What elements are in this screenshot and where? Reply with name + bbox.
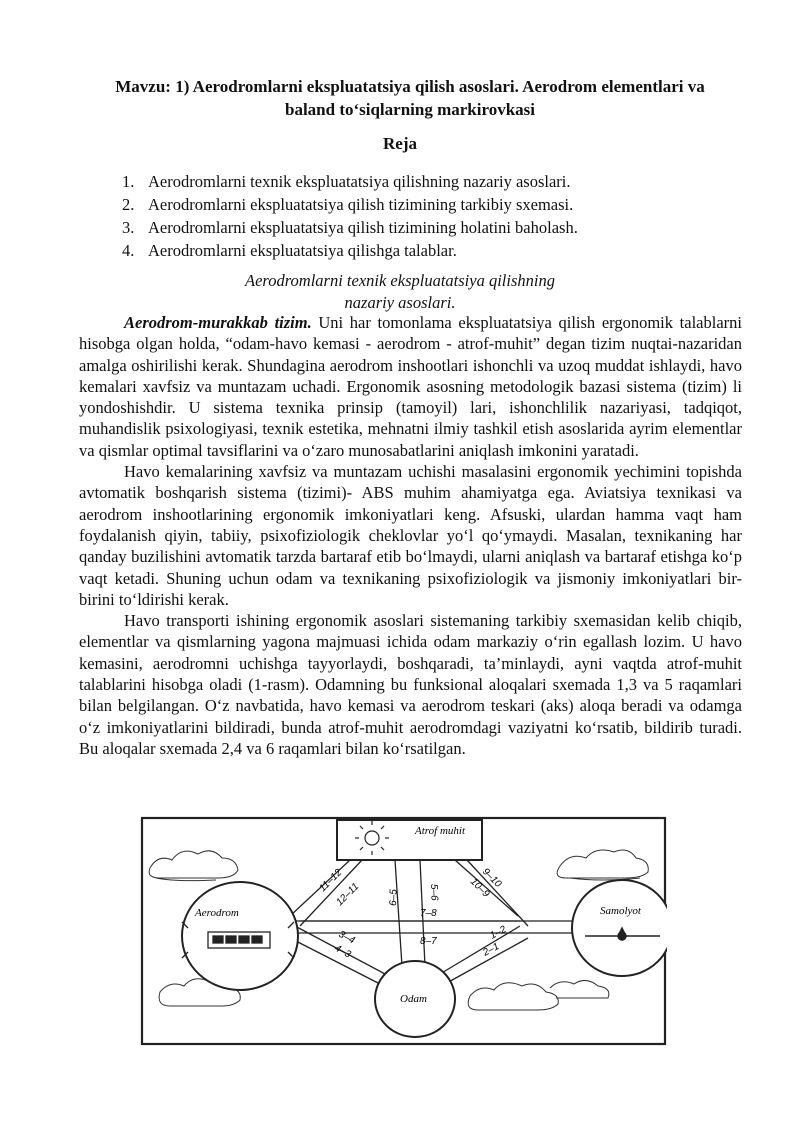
paragraph-2: Havo kemalarining xavfsiz va muntazam uchishi masalasini ergonomik yechimini topishda avtomatik boshqarish sistema (tizimi)- ABS muhim ahamiyatga ega. Aviatsiya texnikasi va aerodrom inshootlarining ergonomik imkoniyatlari keng. Afsuski, ulardan hamma vaqt ham foydalanish qiyin, tabiiy, psixofiziologik cheklovlar yo‘l qo‘ymaydi. Masalan, texnikaning har qanday buzilishini avtomatik tarzda bartaraf etib bo‘lmaydi, ularni aniqlash va bartaraf etishga ko‘p vaqt ketadi. Shuning uchun odam va texnikaning psixofiziologik va jismoniy imkoniyatlari bir-birini to‘ldirishi kerak. [79, 462, 742, 609]
plan-item [122, 193, 578, 216]
cloud-icon [468, 980, 609, 1010]
link-label: 2–1 [481, 941, 502, 959]
section-heading [0, 270, 800, 314]
link-label: 5–6 [428, 883, 440, 901]
environment-label: Atrof muhit [415, 825, 466, 837]
link-label: 6–5 [388, 889, 400, 907]
plan-heading: Reja [383, 134, 417, 153]
plan-item-number: 1. [122, 172, 135, 191]
link-label: 3–4 [336, 928, 357, 947]
plan-item [122, 216, 578, 239]
title-line-1: Mavzu: 1) Aerodromlarni ekspluatatsiya qilish asoslari. Aerodrom elementlari va [115, 77, 705, 96]
plan-item-number: 3. [122, 218, 135, 237]
link-label: 7–8 [420, 908, 437, 919]
link-label: 9–10 [479, 866, 504, 890]
plan-item-number: 4. [122, 241, 135, 260]
section-heading-line-2: nazariy asoslari. [344, 293, 456, 312]
link-label: 4–3 [332, 942, 353, 961]
plan-item-text: Aerodromlarni ekspluatatsiya qilish tizimining holatini baholash. [148, 218, 578, 237]
cloud-icon [149, 851, 238, 881]
title-line-2: baland to‘siqlarning markirovkasi [284, 100, 536, 119]
document-title [70, 75, 750, 121]
system-diagram [140, 816, 667, 1046]
plan-item-text: Aerodromlarni ekspluatatsiya qilishga talablar. [148, 241, 457, 260]
human-label: Odam [400, 993, 427, 1005]
plan-item [122, 170, 578, 193]
paragraph-3: Havo transporti ishining ergonomik asoslari sistemaning tarkibiy sxemasidan kelib chiqib, elementlar va qismlarning yagona majmuasi ichida odam markaziy o‘rin egallash lozim. U havo kemasini, aerodromni uchishga tayyorlaydi, boshqaradi, ta’minlaydi, ayni vaqtda atrof-muhit talablarini hisobga oladi (1-rasm). Odamning bu funksional aloqalari sxemada 1,3 va 5 raqamlari bilan belgilangan. O‘z navbatida, havo kemasi va aerodrom teskari (aks) aloqa beradi va odamga o‘z imkoniyatlarini bildiradi, bunda atrof-muhit aerodromdagi vaziyatni ko‘rsatib, bildirib turadi. Bu aloqalar sxemada 2,4 va 6 raqamlari bilan ko‘rsatilgan. [79, 611, 742, 758]
aircraft-node [572, 880, 667, 976]
link-label: 11–12 [317, 867, 345, 895]
cloud-icon [557, 850, 648, 880]
paragraph-lead: Aerodrom-murakkab tizim. [124, 313, 312, 332]
paragraph-1-text: Uni har tomonlama ekspluatatsiya qilish ergonomik talablarni hisobga olgan holda, “odam-havo kemasi - aerodrom - atrof-muhit” degan tizim nuqtai-nazaridan amalga oshirilishi kerak. Shundagina aerodrom inshootlari ishonchli va uzoq muddat ishlaydi, havo kemalari xavfsiz va muntazam uchadi. Ergonomik asosning metodologik bazasi sistema (tizim) li yondoshishdir. U sistema texnika prinsip (tamoyil) lari, ishonchlilik nazariyasi, tadqiqot, muhandislik psixologiyasi, texnik estetika, mehnatni ilmiy tashkil etish asoslarida ayrim elementlar va qismlar optimal tavsiflarini va o‘zaro munosabatlarini aniqlash imkonini yaratadi. [79, 313, 742, 460]
plan-item [122, 239, 578, 262]
plan-item-text: Aerodromlarni ekspluatatsiya qilish tizimining tarkibiy sxemasi. [148, 195, 574, 214]
plan-item-text: Aerodromlarni texnik ekspluatatsiya qilishning nazariy asoslari. [148, 172, 571, 191]
link-label: 10–9 [467, 876, 492, 900]
plan-item-number: 2. [122, 195, 135, 214]
aerodrome-label: Aerodrom [195, 907, 239, 919]
plan-list [122, 170, 578, 262]
body-text [79, 312, 742, 759]
link-label: 12–11 [334, 881, 362, 909]
aircraft-label: Samolyot [600, 905, 641, 917]
link-label: 1–2 [488, 924, 509, 942]
link-label: 8–7 [420, 936, 437, 947]
paragraph-1 [79, 312, 742, 461]
section-heading-line-1: Aerodromlarni texnik ekspluatatsiya qilishning [245, 271, 555, 290]
